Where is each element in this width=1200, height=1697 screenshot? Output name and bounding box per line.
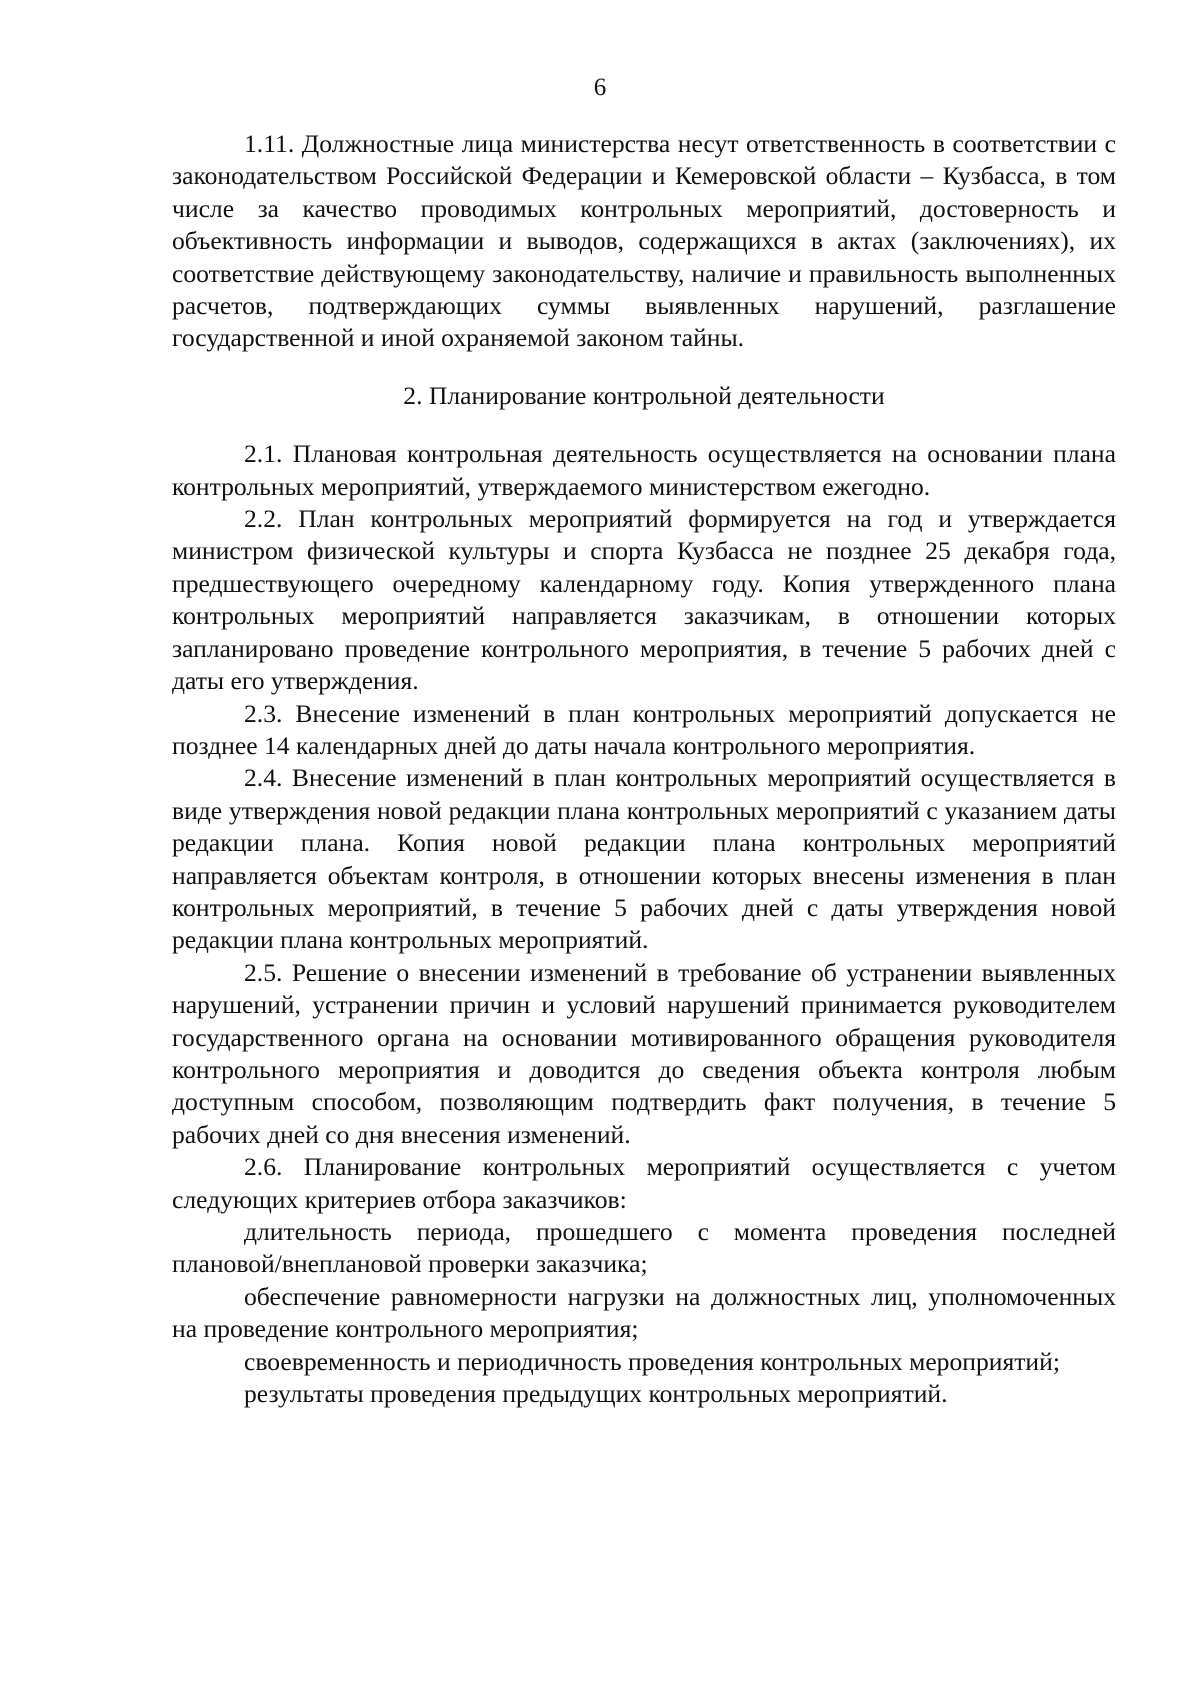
section-heading: 2. Планирование контрольной деятельности [403,380,885,410]
paragraph-1-11: 1.11. Должностные лица министерства несут ответственность в соответствии с законодательством Российской Федерации и Кемеровской области – Кузбасса, в том числе за качество проводимых контрольных мероприятий, достоверность и объективность информации и выводов, содержащихся в актах (заключениях), их соответствие действующему законодательству, наличие и правильность выполненных расчетов, подтверждающих суммы выявленных нарушений, разглашение государственной и иной охраняемой законом тайны. [172,129,1116,353]
page-number: 6 [593,74,607,101]
document-body [172,128,1116,1410]
paragraph-2-3: 2.3. Внесение изменений в план контрольных мероприятий допускается не позднее 14 календарных дней до даты начала контрольного мероприятия. [172,698,1116,760]
paragraph-2-5: 2.5. Решение о внесении изменений в требование об устранении выявленных нарушений, устранении причин и условий нарушений принимается руководителем государственного органа на основании мотивированного обращения руководителя контрольного мероприятия и доводится до сведения объекта контроля любым доступным способом, позволяющим подтвердить факт получения, в течение 5 рабочих дней со дня внесения изменений. [172,957,1116,1149]
criterion-item: длительность периода, прошедшего с момента проведения последней плановой/внеплановой проверки заказчика; [172,1217,1116,1279]
criterion-item: обеспечение равномерности нагрузки на должностных лиц, уполномоченных на проведение контрольного мероприятия; [172,1281,1116,1344]
criterion-item: результаты проведения предыдущих контрольных мероприятий. [244,1379,948,1409]
paragraph-2-4: 2.4. Внесение изменений в план контрольных мероприятий осуществляется в виде утверждения новой редакции плана контрольных мероприятий с указанием даты редакции плана. Копия новой редакции плана контрольных мероприятий направляется объектам контроля, в отношении которых внесены изменения в план контрольных мероприятий, в течение 5 рабочих дней с даты утверждения новой редакции плана контрольных мероприятий. [172,763,1116,955]
paragraph-2-1: 2.1. Плановая контрольная деятельность осуществляется на основании плана контрольных мероприятий, утверждаемого министерством ежегодно. [172,439,1116,501]
criterion-item: своевременность и периодичность проведения контрольных мероприятий; [244,1346,1060,1376]
paragraph-2-2: 2.2. План контрольных мероприятий формируется на год и утверждается министром физической культуры и спорта Кузбасса не позднее 25 декабря года, предшествующего очередному календарному году. Копия утвержденного плана контрольных мероприятий направляется заказчикам, в отношении которых запланировано проведение контрольного мероприятия, в течение 5 рабочих дней с даты его утверждения. [172,504,1116,696]
paragraph-2-6: 2.6. Планирование контрольных мероприятий осуществляется с учетом следующих критериев отбора заказчиков: [172,1152,1116,1214]
